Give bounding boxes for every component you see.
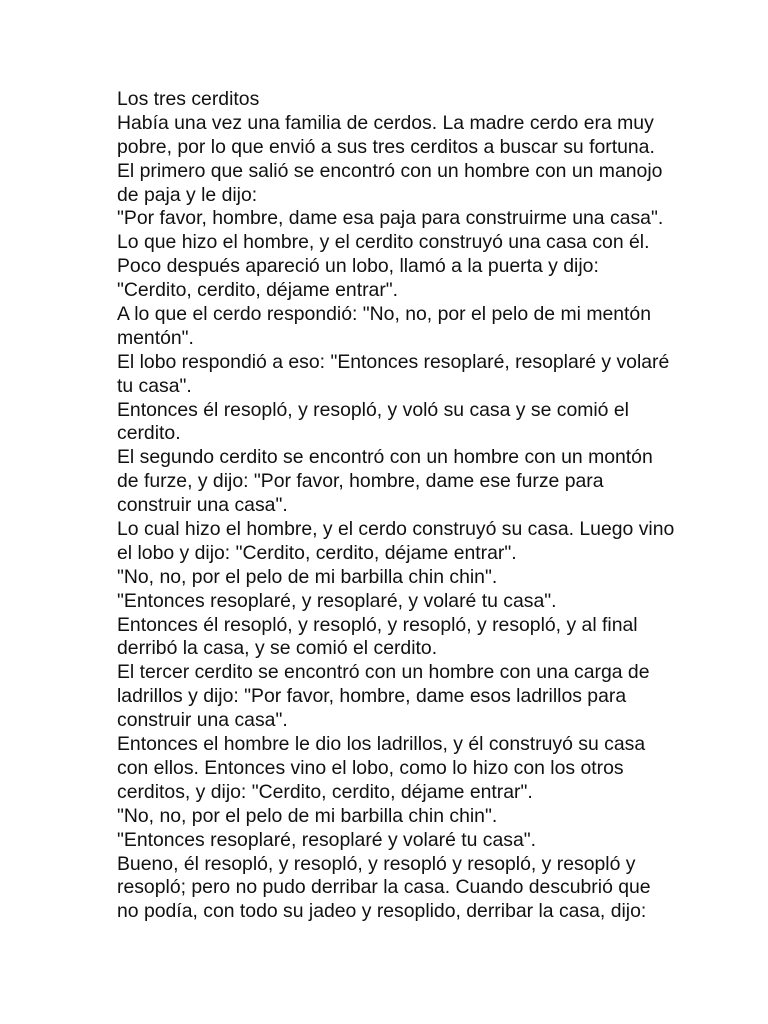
text-line: el lobo y dijo: "Cerdito, cerdito, déjame entrar". — [117, 541, 517, 564]
text-line: resopló; pero no pudo derribar la casa. Cuando descubrió que — [117, 876, 651, 899]
text-line: El tercer cerdito se encontró con un hombre con una carga de — [117, 661, 650, 684]
text-line: "Cerdito, cerdito, déjame entrar". — [117, 279, 399, 302]
text-line: de furze, y dijo: "Por favor, hombre, dame ese furze para — [117, 470, 604, 493]
text-line: El segundo cerdito se encontró con un hombre con un montón — [117, 446, 653, 469]
text-line: El primero que salió se encontró con un hombre con un manojo — [117, 159, 663, 182]
text-line: "No, no, por el pelo de mi barbilla chin chin". — [117, 804, 498, 827]
text-line: Lo cual hizo el hombre, y el cerdo construyó su casa. Luego vino — [117, 518, 675, 541]
text-line: mentón". — [117, 326, 194, 349]
text-line: Entonces él resopló, y resopló, y voló su casa y se comió el — [117, 398, 629, 421]
text-line: Entonces él resopló, y resopló, y resopló, y resopló, y al final — [117, 613, 638, 636]
text-line: cerdito. — [117, 422, 181, 445]
document-title: Los tres cerditos — [117, 88, 260, 110]
text-line: pobre, por lo que envió a sus tres cerditos a buscar su fortuna. — [117, 135, 655, 158]
text-line: "Entonces resoplaré, y resoplaré, y volaré tu casa". — [117, 589, 557, 612]
text-line: "Por favor, hombre, dame esa paja para construirme una casa". — [117, 207, 664, 230]
text-line: Lo que hizo el hombre, y el cerdito construyó una casa con él. — [117, 231, 650, 254]
text-line: El lobo respondió a eso: "Entonces resoplaré, resoplaré y volaré — [117, 350, 670, 373]
text-line: Entonces el hombre le dio los ladrillos, y él construyó su casa — [117, 733, 646, 756]
text-line: cerditos, y dijo: "Cerdito, cerdito, déjame entrar". — [117, 780, 533, 803]
text-line: ladrillos y dijo: "Por favor, hombre, dame esos ladrillos para — [117, 685, 627, 708]
text-line: Había una vez una familia de cerdos. La madre cerdo era muy — [117, 111, 654, 134]
text-line: construir una casa". — [117, 494, 288, 517]
text-line: derribó la casa, y se comió el cerdito. — [117, 637, 438, 660]
text-line: con ellos. Entonces vino el lobo, como lo hizo con los otros — [117, 756, 624, 779]
text-line: "No, no, por el pelo de mi barbilla chin chin". — [117, 565, 498, 588]
text-line: tu casa". — [117, 374, 192, 397]
document-body — [117, 88, 675, 924]
text-line: construir una casa". — [117, 709, 288, 732]
text-line: Poco después apareció un lobo, llamó a la puerta y dijo: — [117, 255, 599, 278]
text-line: no podía, con todo su jadeo y resoplido, derribar la casa, dijo: — [117, 900, 647, 923]
text-line: Bueno, él resopló, y resopló, y resopló y resopló, y resopló y — [117, 852, 636, 875]
text-line: A lo que el cerdo respondió: "No, no, por el pelo de mi mentón — [117, 303, 651, 326]
text-line: "Entonces resoplaré, resoplaré y volaré tu casa". — [117, 828, 537, 851]
text-line: de paja y le dijo: — [117, 183, 258, 206]
